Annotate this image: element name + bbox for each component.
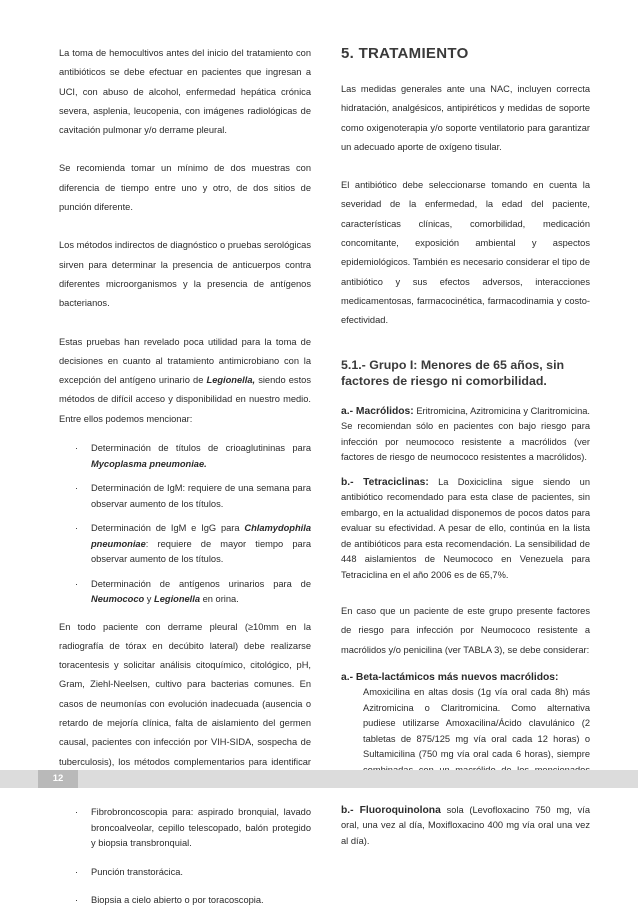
paragraph-derrame-pleural: En todo paciente con derrame pleural (≥10mm en la radiografía de tórax en decúbito lateral) debe realizarse toracentesis y solicitar análisis citoquímico, citológico, pH, Gram, Ziehl-Neelsen, cultivo para bacterias comunes. En casos de neumonías con evolución inadecuada (ausencia o retardo de mejoría clínica, falta de aislamiento del germen causal, pacientes con infección por VIH-SIDA, sospecha de tuberculosis), los métodos complementarios para identificar <box>59 621 311 767</box>
page-number: 12 <box>38 770 78 788</box>
footer-bar <box>0 770 638 788</box>
treatment-option-fluoroquinolona: b.- Fluoroquinolona sola (Levofloxacino 750 mg, vía oral, una vez al día, Moxifloxacino 400 mg vía oral una vez al día). <box>341 804 590 846</box>
paragraph-metodos-indirectos: Los métodos indirectos de diagnóstico o pruebas serológicas sirven para determinar la presencia de anticuerpos contra diferentes microorganismos y la presencia de antígenos bacterianos. <box>59 240 311 309</box>
treatment-option-tetraciclinas: b.- Tetraciclinas: La Doxiciclina sigue siendo un antibiótico recomendado para esta clase de pacientes, sin embargo, en la actualidad disponemos de pocos datos para evaluar su efectividad. A pesar de ello, continúa en la lista de antibióticos para esta recomendación. La sensibilidad de 448 aislamientos de Neumococo en Venezuela para Tetraciclina en el año 2006 es de 65,7%. <box>341 476 590 580</box>
paragraph-antibiotico: El antibiótico debe seleccionarse tomando en cuenta la severidad de la enfermedad, la edad del paciente, características clínicas, comorbilidad, medicación concomitante, exposición ambiental y aspectos epidemiológicos. También es necesario considerar el tipo de antibiótico y sus efectos adversos, interacciones medicamentosas, farmacocinética, farmacodinamia y costo-efectividad. <box>341 180 590 326</box>
subsection-title: 5.1.- Grupo I: Menores de 65 años, sin factores de riesgo ni comorbilidad. <box>341 357 565 388</box>
paragraph-hemocultivos: La toma de hemocultivos antes del inicio del tratamiento con antibióticos se debe efectuar en pacientes que ingresan a UCI, con abuso de alcohol, enfermedad hepática crónica severa, asplenia, leucopenia, con imágenes radiológicas de cavitación pulmonar y/o derrame pleural. <box>59 48 311 136</box>
list-item: · Biopsia a cielo abierto o por toracoscopia. <box>75 895 264 906</box>
list-item: · Fibrobroncoscopia para: aspirado bronquial, lavado broncoalveolar, cepillo telescopado, balón protegido y biopsia transbronquial. <box>75 807 311 849</box>
complementary-methods-list <box>59 805 311 909</box>
treatment-option-macrolidos: a.- Macrólidos: Eritromicina, Azitromicina y Claritromicina. Se recomiendan sólo en pacientes con bajo riesgo para infección por neumococo resistente a macrólidos (ver factores de riesgo de neumococo resistentes a macrólidos). <box>341 405 590 463</box>
list-item: · Determinación de IgM: requiere de una semana para observar aumento de los títulos. <box>75 483 311 509</box>
section-title: 5. TRATAMIENTO <box>341 45 469 62</box>
list-item: · Determinación de antígenos urinarios para de Neumococo y Legionella en orina. <box>75 578 311 605</box>
list-item: · Determinación de IgM e IgG para Chlamydophila pneumoniae: requiere de mayor tiempo para observar aumento de los títulos. <box>75 523 311 565</box>
paragraph-medidas-generales: Las medidas generales ante una NAC, incluyen correcta hidratación, analgésicos, antipiréticos y medidas de soporte como oxigenoterapia y/o soporte ventilatorio para garantizar un adecuado aporte de oxígeno tisular. <box>341 84 590 152</box>
list-item: · Punción transtorácica. <box>75 866 183 877</box>
paragraph-riesgo: En caso que un paciente de este grupo presente factores de riesgo para infección por Neumococo resistente a macrólidos y/o penicilina (ver TABLA 3), se debe considerar: <box>341 606 590 655</box>
right-column <box>341 44 590 858</box>
paragraph-muestras: Se recomienda tomar un mínimo de dos muestras con diferencia de tiempo entre uno y otro, de dos sitios de punción diferente. <box>59 163 311 213</box>
list-item: · Determinación de títulos de crioaglutininas para Mycoplasma pneumoniae. <box>75 443 311 469</box>
paragraph-pruebas: Estas pruebas han revelado poca utilidad para la toma de decisiones en cuanto al tratamiento antimicrobiano con la excepción del antígeno urinario de Legionella, siendo estos métodos de difícil acceso y disponibilidad en nuestro medio. Entre ellos podemos mencionar: <box>59 336 311 424</box>
serology-list <box>59 441 311 608</box>
treatment-option-betalactamicos: a.- Beta-lactámicos más nuevos macrólidos: Amoxicilina en altas dosis (1g vía oral cada 8h) más Azitromicina o Claritromicina. Como alternativa pudiese utilizarse Amoxacilina/Ácido clavulánico (2 tabletas de 875/125 mg vía oral cada 12 horas) o Sultamicilina (750 mg vía oral cada 6 horas), siempre <box>341 671 590 760</box>
